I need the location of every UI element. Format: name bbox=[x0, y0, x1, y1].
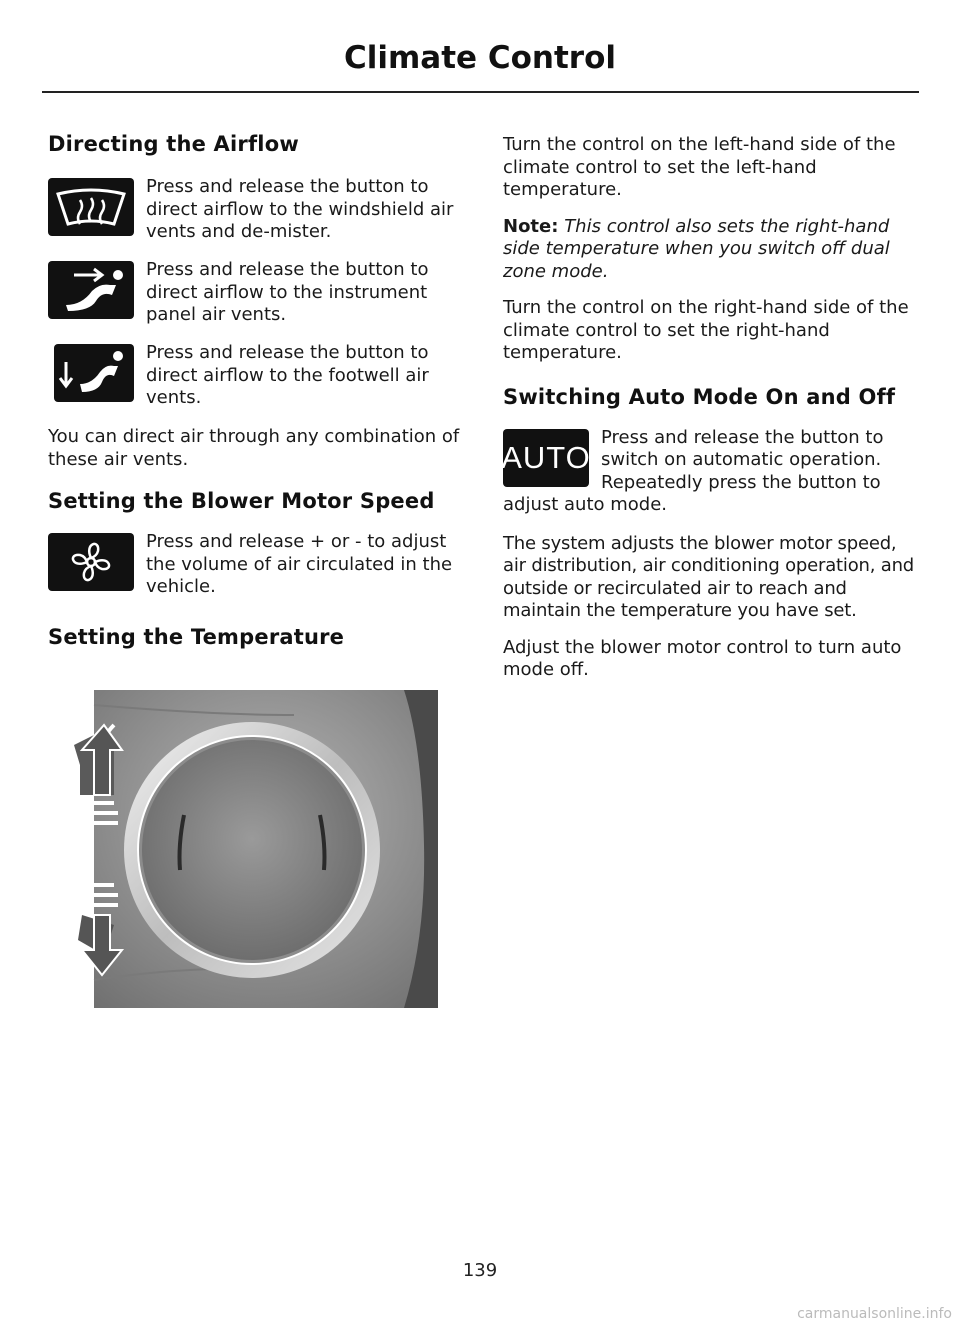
page-title: Climate Control bbox=[343, 40, 616, 76]
blower-text: Press and release + or - to adjust the volume of air circulated in the vehicle. bbox=[146, 531, 453, 597]
airflow-item-footwell bbox=[48, 342, 463, 412]
note-text: This control also sets the right-hand side temperature when you switch off dual zone mode. bbox=[503, 215, 890, 282]
auto-icon bbox=[503, 429, 589, 487]
auto-item bbox=[503, 427, 918, 517]
right-column bbox=[503, 130, 918, 682]
airflow-item-windshield bbox=[48, 176, 463, 246]
temperature-knob-photo bbox=[74, 685, 438, 1008]
auto-system-text: The system adjusts the blower motor speed, air distribution, air conditioning operation, and outside or recirculated air to reach and maintain the temperature you have set. bbox=[503, 532, 915, 621]
panel-vent-icon bbox=[48, 261, 134, 319]
header-divider bbox=[42, 91, 919, 93]
temperature-heading: Setting the Temperature bbox=[48, 625, 345, 649]
airflow-text-panel: Press and release the button to direct airflow to the instrument panel air vents. bbox=[146, 259, 429, 325]
fan-icon bbox=[48, 533, 134, 591]
auto-text: Press and release the button to switch on automatic operation. Repeatedly press the button to adjust auto mode. bbox=[503, 426, 884, 515]
auto-heading: Switching Auto Mode On and Off bbox=[503, 384, 896, 409]
note bbox=[503, 216, 918, 284]
airflow-item-panel bbox=[48, 259, 463, 329]
blower-heading: Setting the Blower Motor Speed bbox=[48, 489, 435, 513]
windshield-defrost-icon bbox=[48, 178, 134, 236]
left-column bbox=[48, 130, 463, 649]
airflow-text-footwell: Press and release the button to direct airflow to the footwell air vents. bbox=[146, 342, 429, 408]
right-temp-text: Turn the control on the right-hand side of the climate control to set the right-hand temperature. bbox=[503, 297, 909, 363]
footwell-vent-icon bbox=[54, 344, 134, 402]
auto-icon-label: AUTO bbox=[501, 439, 591, 475]
blower-item bbox=[48, 531, 463, 601]
airflow-text-windshield: Press and release the button to direct airflow to the windshield air vents and de-mister. bbox=[146, 176, 454, 242]
airflow-combination-text: You can direct air through any combination of these air vents. bbox=[48, 426, 460, 470]
airflow-heading: Directing the Airflow bbox=[48, 132, 299, 156]
note-label: Note: bbox=[503, 215, 559, 237]
auto-off-text: Adjust the blower motor control to turn auto mode off. bbox=[503, 636, 902, 680]
watermark: carmanualsonline.info bbox=[797, 1306, 952, 1322]
page-number: 139 bbox=[462, 1260, 498, 1281]
left-temp-text: Turn the control on the left-hand side of the climate control to set the left-hand temperature. bbox=[503, 134, 896, 200]
